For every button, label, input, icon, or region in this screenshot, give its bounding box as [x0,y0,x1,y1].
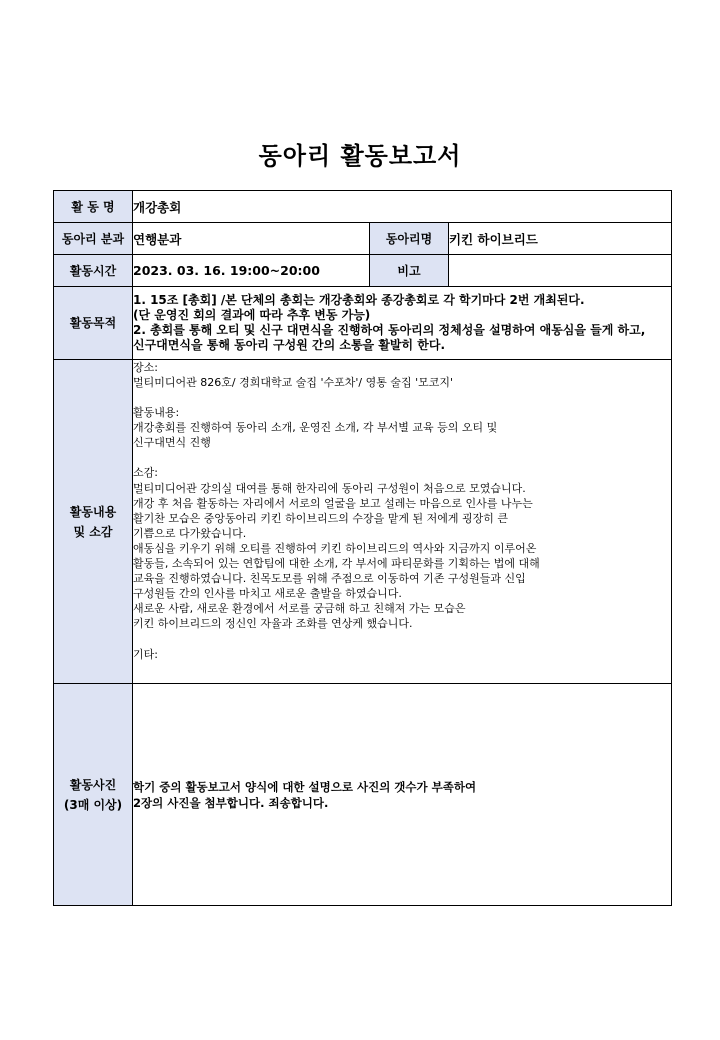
club-name-label: 동아리명 [370,223,449,255]
content-line [133,632,671,647]
photos-line: 학기 중의 활동보고서 양식에 대한 설명으로 사진의 갯수가 부족하여 [133,779,477,794]
content-label-line: 활동내용 [69,504,117,519]
content-line: 애동심을 키우기 위해 오티를 진행하여 키킨 하이브리드의 역사와 지금까지 이루어온 [133,541,537,555]
club-category-value: 연행분과 [133,223,370,255]
content-line [133,450,671,465]
content-line: 기타: [133,647,158,661]
content-line: 소감: [133,466,158,480]
purpose-value [133,287,672,360]
content-line: 멀티미디어관 강의실 대여를 통해 한자리에 동아리 구성원이 처음으로 모였습니다. [133,481,526,495]
content-line: 멀티미디어관 826호/ 경희대학교 술집 '수포차'/ 영통 술집 '모코지' [133,376,454,390]
content-line: 키킨 하이브리드의 정신인 자율과 조화를 연상케 했습니다. [133,617,413,631]
activity-time-label: 활동시간 [54,255,133,287]
purpose-line: 신구대면식을 통해 동아리 구성원 간의 소통을 활발히 한다. [133,338,446,352]
photos-label-line: 활동사진 [69,777,117,792]
content-line: 신구대면식 진행 [133,436,211,450]
photos-label-line: (3매 이상) [63,797,123,812]
photos-value [133,684,672,906]
club-category-label: 동아리 분과 [54,223,133,255]
remarks-value [449,255,672,287]
content-line: 장소: [133,361,158,374]
page-title: 동아리 활동보고서 [258,142,462,170]
purpose-line: 2. 총회를 통해 오티 및 신구 대면식을 진행하여 동아리의 정체성을 설명하여 애동심을 들게 하고, [133,323,646,337]
photos-label [54,684,133,906]
content-line: 활동내용: [133,406,180,420]
row-purpose [54,287,672,360]
content-line: 개강총회를 진행하여 동아리 소개, 운영진 소개, 각 부서별 교육 등의 오티 및 [133,421,498,435]
row-activity-time [54,255,672,287]
content-line: 개강 후 처음 활동하는 자리에서 서로의 얼굴을 보고 설레는 마음으로 인사를 나누는 [133,496,533,510]
row-content [54,360,672,684]
activity-time-value: 2023. 03. 16. 19:00~20:00 [133,255,370,287]
content-line: 새로운 사람, 새로운 환경에서 서로를 궁금해 하고 친해져 가는 모습은 [133,602,466,616]
report-table [53,190,672,906]
row-club [54,223,672,255]
purpose-label: 활동목적 [54,287,133,360]
club-name-value: 키킨 하이브리드 [449,223,672,255]
content-value [133,360,672,684]
row-photos [54,684,672,906]
activity-name-label: 활 동 명 [54,191,133,223]
content-label [54,360,133,684]
row-activity-name [54,191,672,223]
content-label-line: 및 소감 [73,524,113,539]
purpose-line: 1. 15조 [총회] /본 단체의 총회는 개강총회와 종강총회로 각 학기마다 2번 개최된다. [133,293,585,307]
content-line: 활동들, 소속되어 있는 연합팀에 대한 소개, 각 부서에 파티문화를 기획하는 법에 대해 [133,557,540,571]
content-line: 교육을 진행하였습니다. 친목도모를 위해 주점으로 이동하여 기존 구성원들과 신입 [133,572,526,586]
content-line [133,390,671,405]
remarks-label: 비고 [370,255,449,287]
purpose-line: (단 운영진 회의 결과에 따라 추후 변동 가능) [133,308,371,322]
activity-name-value: 개강총회 [133,191,672,223]
content-line: 활기찬 모습은 중앙동아리 키킨 하이브리드의 수장을 맡게 된 저에게 굉장히 큰 [133,511,508,525]
content-line: 구성원들 간의 인사를 마치고 새로운 출발을 하였습니다. [133,587,402,601]
content-line: 기쁨으로 다가왔습니다. [133,526,247,540]
photos-line: 2장의 사진을 첨부합니다. 죄송합니다. [133,795,329,810]
